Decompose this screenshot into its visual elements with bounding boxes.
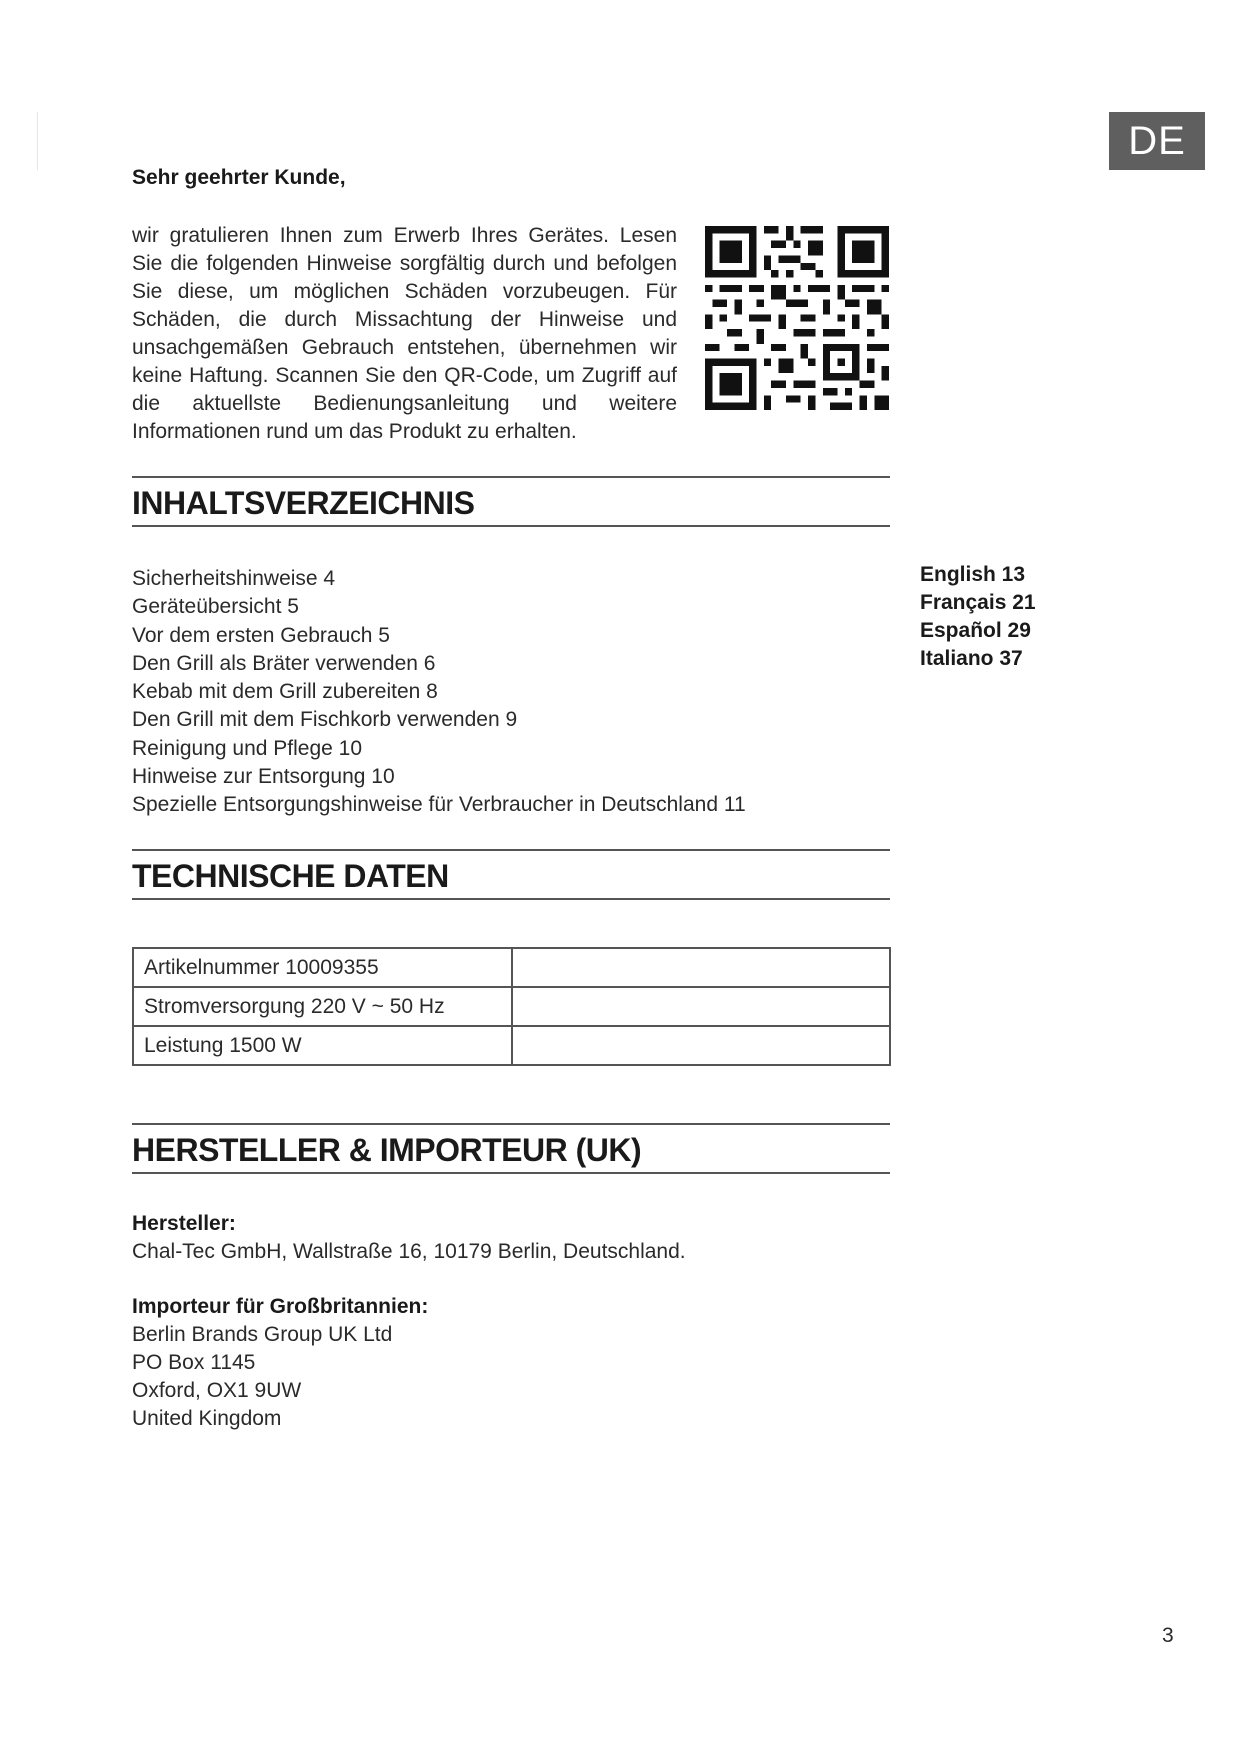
spec-label: Stromversorgung 220 V ~ 50 Hz — [133, 987, 512, 1026]
toc-item[interactable]: Den Grill als Bräter verwenden 6 — [132, 651, 436, 675]
spec-label: Leistung 1500 W — [133, 1026, 512, 1065]
toc-list — [132, 565, 746, 820]
language-link-spanish[interactable]: Español 29 — [920, 619, 1031, 642]
spec-label: Artikelnummer 10009355 — [133, 948, 512, 987]
importer-block — [132, 1293, 428, 1433]
page-number: 3 — [1162, 1624, 1174, 1647]
importer-label: Importeur für Großbritannien: — [132, 1295, 429, 1318]
importer-line: PO Box 1145 — [132, 1351, 256, 1374]
table-row — [133, 948, 890, 987]
spec-value — [512, 1026, 891, 1065]
manufacturer-heading: HERSTELLER & IMPORTEUR (UK) — [132, 1123, 890, 1174]
manufacturer-label: Hersteller: — [132, 1212, 236, 1235]
language-link-french[interactable]: Français 21 — [920, 591, 1036, 614]
spec-value — [512, 948, 891, 987]
toc-item[interactable]: Spezielle Entsorgungshinweise für Verbraucher in Deutschland 11 — [132, 793, 746, 817]
importer-line: Oxford, OX1 9UW — [132, 1379, 302, 1402]
spec-value — [512, 987, 891, 1026]
manufacturer-block — [132, 1210, 686, 1266]
language-link-italian[interactable]: Italiano 37 — [920, 647, 1023, 670]
language-badge: DE — [1109, 112, 1205, 170]
technical-data-heading: TECHNISCHE DATEN — [132, 849, 890, 900]
toc-item[interactable]: Sicherheitshinweise 4 — [132, 567, 336, 590]
toc-item[interactable]: Hinweise zur Entsorgung 10 — [132, 765, 395, 789]
table-row — [133, 987, 890, 1026]
table-row — [133, 1026, 890, 1065]
importer-line: Berlin Brands Group UK Ltd — [132, 1323, 393, 1346]
toc-item[interactable]: Den Grill mit dem Fischkorb verwenden 9 — [132, 708, 518, 732]
intro-paragraph: wir gratulieren Ihnen zum Erwerb Ihres Gerätes. Lesen Sie die folgenden Hinweise sorgfältig durch und befolgen Sie diese, um möglichen Schäden vorzubeugen. Für Schäden, die durch Missachtung der Hinweise und unsachgemäßen Gebrauch entstehen, übernehmen wir keine Haftung. Scannen Sie den QR-Code, um Zugriff auf die aktuellste Bedienungsanleitung und weitere Informationen rund um das Produkt zu erhalten. — [132, 224, 677, 443]
toc-item[interactable]: Reinigung und Pflege 10 — [132, 736, 363, 760]
qr-code[interactable] — [705, 226, 889, 410]
manufacturer-address: Chal-Tec GmbH, Wallstraße 16, 10179 Berlin, Deutschland. — [132, 1240, 686, 1263]
toc-item[interactable]: Vor dem ersten Gebrauch 5 — [132, 623, 390, 647]
greeting: Sehr geehrter Kunde, — [132, 166, 346, 189]
toc-item[interactable]: Kebab mit dem Grill zubereiten 8 — [132, 680, 438, 704]
technical-data-table — [132, 947, 891, 1066]
toc-item[interactable]: Geräteübersicht 5 — [132, 595, 299, 619]
language-link-english[interactable]: English 13 — [920, 563, 1026, 586]
margin-marker — [37, 112, 38, 170]
language-index — [920, 561, 1036, 673]
toc-heading: INHALTSVERZEICHNIS — [132, 476, 890, 527]
importer-line: United Kingdom — [132, 1407, 282, 1430]
